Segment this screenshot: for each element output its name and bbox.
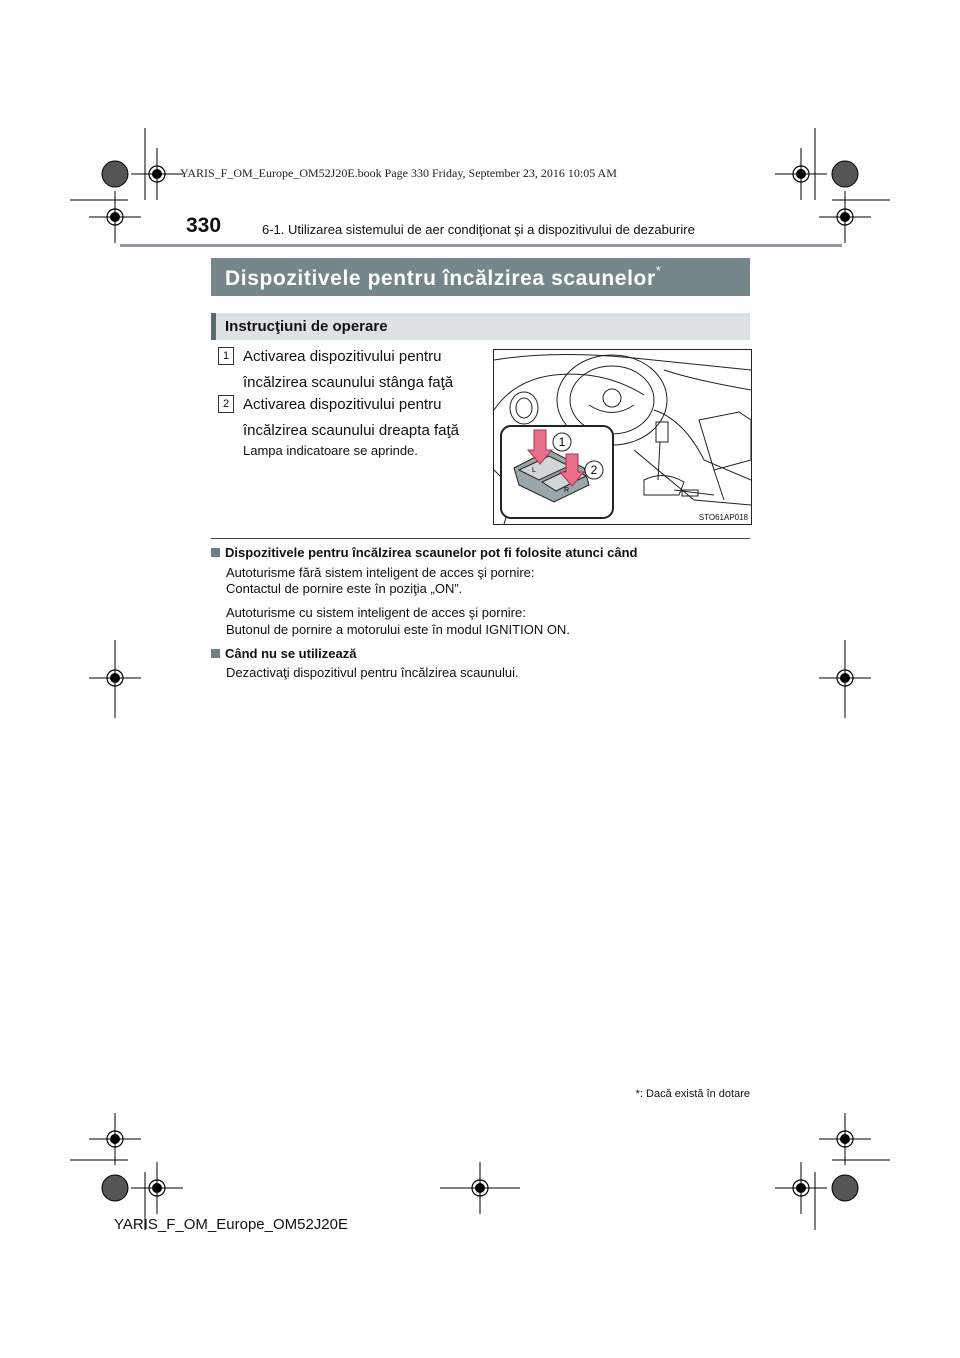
dashboard-drawing: [494, 350, 751, 524]
registration-cross-icon: [131, 148, 183, 200]
indicator-note: Lampa indicatoare se aprinde.: [243, 443, 418, 458]
illustration-code: STO61AP018: [698, 513, 748, 522]
usage-line-2: Contactul de pornire este în poziţia „ON”.: [226, 581, 463, 596]
callout-2: 2: [590, 463, 598, 477]
registration-star-icon: [832, 1175, 858, 1201]
switch-right-label: R: [564, 487, 570, 494]
subtitle-bar: [211, 313, 750, 340]
section-heading-usage: [211, 545, 637, 560]
section-heading-not-used-text: Când nu se utilizează: [225, 646, 357, 661]
step-1-line-1: Activarea dispozitivului pentru: [243, 348, 442, 365]
section-heading-not-used: [211, 646, 356, 661]
subtitle-text: Instrucţiuni de operare: [225, 318, 388, 335]
section-divider: [211, 538, 750, 539]
registration-cross-icon: [819, 1113, 871, 1165]
registration-cross-icon: [131, 1162, 183, 1214]
step-2-line-2: încălzirea scaunului dreapta faţă: [243, 422, 459, 439]
step-1: [243, 344, 479, 396]
page-title: [225, 265, 661, 291]
usage-line-4: Butonul de pornire a motorului este în modul IGNITION ON.: [226, 622, 570, 637]
registration-cross-icon: [89, 191, 141, 243]
registration-star-icon: [102, 1175, 128, 1201]
usage-line-3: Autoturisme cu sistem inteligent de acces şi pornire:: [226, 605, 526, 620]
print-info: YARIS_F_OM_Europe_OM52J20E.book Page 330 Friday, September 23, 2016 10:05 AM: [180, 166, 617, 180]
step-2: [243, 392, 479, 444]
title-asterisk: *: [655, 263, 662, 278]
step-number-2: 2: [218, 395, 234, 413]
seat-heater-illustration: [493, 349, 752, 525]
usage-line-1: Autoturisme fără sistem inteligent de acces şi pornire:: [226, 565, 535, 580]
subtitle-accent: [211, 313, 216, 340]
callout-1: 1: [558, 435, 566, 449]
registration-cross-icon: [775, 148, 827, 200]
bullet-square-icon: [211, 649, 220, 658]
footnote: *: Dacă există în dotare: [635, 1088, 750, 1100]
section-title: 6-1. Utilizarea sistemului de aer condiţionat şi a dispozitivului de dezaburire: [262, 222, 695, 237]
section-heading-usage-text: Dispozitivele pentru încălzirea scaunelor pot fi folosite atunci când: [225, 545, 638, 560]
step-2-line-1: Activarea dispozitivului pentru: [243, 396, 442, 413]
bullet-square-icon: [211, 548, 220, 557]
footer-id: YARIS_F_OM_Europe_OM52J20E: [114, 1216, 349, 1233]
registration-star-icon: [102, 161, 128, 187]
registration-cross-icon: [89, 1113, 141, 1165]
step-number-1: 1: [218, 347, 234, 365]
header-rule: [120, 244, 842, 247]
title-bar: [211, 258, 750, 296]
switch-left-label: L: [532, 467, 536, 474]
registration-cross-icon: [819, 191, 871, 243]
step-1-line-2: încălzirea scaunului stânga faţă: [243, 374, 454, 391]
registration-star-icon: [832, 161, 858, 187]
title-text: Dispozitivele pentru încălzirea scaunelor: [225, 267, 656, 290]
registration-cross-icon: [775, 1162, 827, 1214]
not-used-line-1: Dezactivaţi dispozitivul pentru încălzirea scaunului.: [226, 665, 519, 680]
page-number: 330: [186, 214, 222, 237]
